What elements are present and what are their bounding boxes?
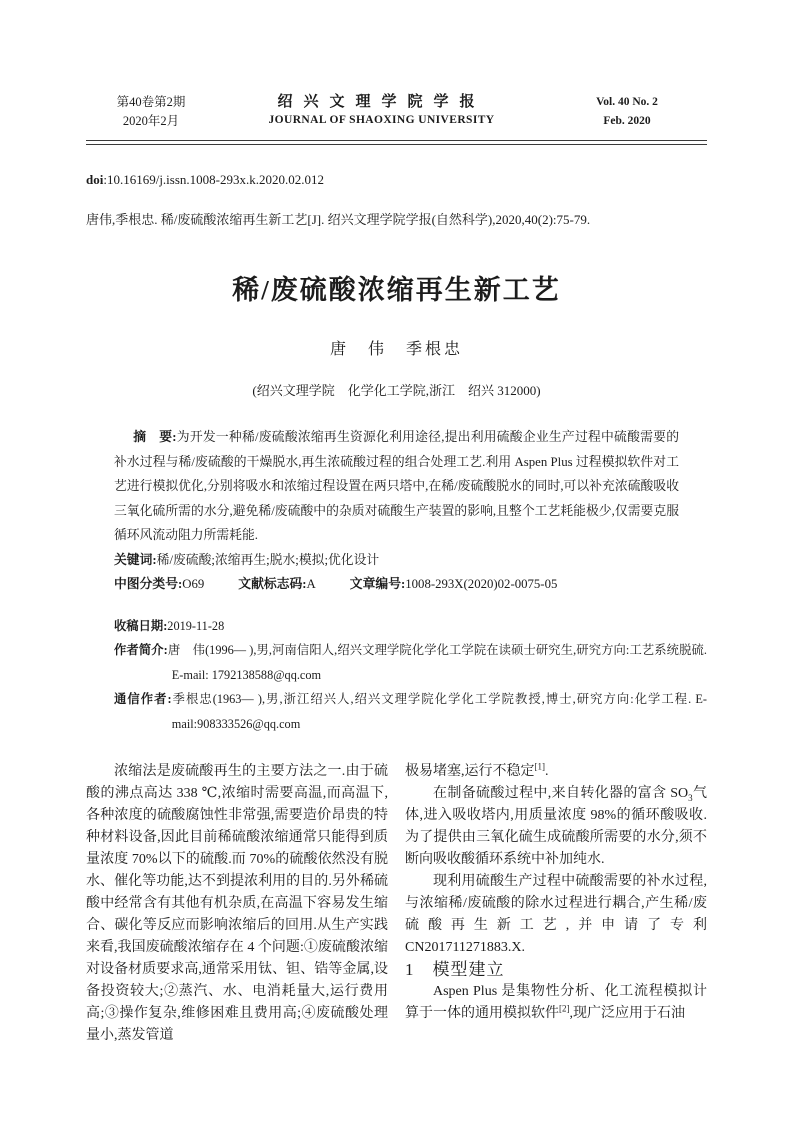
author-bio-text: 唐 伟(1996— ),男,河南信阳人,绍兴文理学院化学化工学院在读硕士研究生,研究方向:工艺系统脱硫. E-mail: 1792138588@qq.com bbox=[167, 643, 707, 682]
doc-code-value: A bbox=[306, 577, 316, 591]
issue-volume: 第40卷第2期 bbox=[116, 95, 186, 109]
received-label: 收稿日期: bbox=[114, 618, 168, 633]
left-column bbox=[86, 761, 388, 1047]
doc-code-label: 文献标志码: bbox=[238, 577, 307, 591]
article-id-label: 文章编号: bbox=[349, 577, 406, 591]
body-paragraph-4: Aspen Plus 是集物性分析、化工流程模拟计算于一体的通用模拟软件[2],现广泛应用于石油 bbox=[405, 984, 707, 1021]
body-paragraph-3: 现利用硫酸生产过程中硫酸需要的补水过程,与浓缩稀/废硫酸的除水过程进行耦合,产生稀/废硫酸再生新工艺,并申请了专利CN201711271883.X. bbox=[405, 874, 707, 955]
body-paragraph-2: 在制备硫酸过程中,来自转化器的富含 $SO_3$气体,进入吸收塔内,用质量浓度 98%的循环酸吸收.为了提供由三氧化硫生成硫酸所需要的水分,须不断向吸收酸循环系统中补加纯水. bbox=[405, 786, 708, 867]
abstract-paragraph bbox=[114, 425, 679, 548]
abstract-text: 为开发一种稀/废硫酸浓缩再生资源化利用途径,提出利用硫酸企业生产过程中硫酸需要的补水过程与稀/废硫酸的干燥脱水,再生浓硫酸过程的组合处理工艺.利用 Aspen Plus 过程模拟软件对工艺进行模拟优化,分别将吸水和浓缩过程设置在两只塔中,在稀/废硫酸脱水的同时,可以补充浓硫酸吸收三氧化硫所需的水分,避免稀/废硫酸中的杂质对硫酸生产装置的影响,且整个工艺耗能极少,仅需要克服循环风流动阻力所需耗能. bbox=[114, 430, 679, 542]
volume-number-en: Vol. 40 No. 2 bbox=[596, 96, 658, 108]
journal-name-block bbox=[216, 93, 547, 129]
clc-label: 中图分类号: bbox=[114, 577, 183, 591]
classification-line bbox=[114, 572, 679, 597]
journal-header bbox=[86, 93, 707, 131]
issue-date-cn: 2020年2月 bbox=[122, 114, 180, 128]
clc-value: O69 bbox=[182, 577, 205, 591]
doi-value: :10.16169/j.issn.1008-293x.k.2020.02.012 bbox=[103, 172, 324, 187]
body-columns bbox=[86, 761, 707, 1047]
journal-name-en: JOURNAL OF SHAOXING UNIVERSITY bbox=[268, 114, 495, 126]
abstract-label: 摘 要: bbox=[133, 430, 177, 444]
footnote-block bbox=[114, 614, 707, 737]
body-paragraph-1: 浓缩法是废硫酸再生的主要方法之一.由于硫酸的沸点高达 338 ℃,浓缩时需要高温,而高温下,各种浓度的硫酸腐蚀性非常强,需要造价昂贵的特种材料设备,因此目前稀硫酸浓缩通常只能得到质量浓度 70%以下的硫酸.而 70%的硫酸依然没有脱水、催化等功能,达不到提浓利用的目的.另外稀硫酸中经常含有其他有机杂质,在高温下容易发生缩合、碳化等反应而影响浓缩后的回用.从生产实践来看,我国废硫酸浓缩存在 4 个问题:①废硫酸浓缩对设备材质要求高,通常采用钛、钽、锆等金属,设备投资较大;②蒸汽、水、电消耗量大,运行费用高;③操作复杂,维修困难且费用高;④废硫酸处理量小,蒸发管道 bbox=[86, 764, 388, 1043]
keywords-label: 关键词: bbox=[114, 552, 157, 567]
section-1-heading: 1 模型建立 bbox=[405, 960, 505, 979]
corresponding-author-label: 通信作者: bbox=[114, 692, 172, 706]
right-column bbox=[405, 761, 707, 1047]
keywords-line bbox=[114, 548, 679, 573]
affiliation: (绍兴文理学院 化学化工学院,浙江 绍兴 312000) bbox=[252, 383, 541, 398]
corresponding-author-text: 季根忠(1963— ),男,浙江绍兴人,绍兴文理学院化学化工学院教授,博士,研究方向:化学工程. E-mail:908333526@qq.com bbox=[171, 692, 707, 731]
author-bio-line bbox=[114, 638, 707, 687]
volume-info-en bbox=[547, 93, 707, 131]
received-value: 2019-11-28 bbox=[167, 618, 225, 633]
article-title: 稀/废硫酸浓缩再生新工艺 bbox=[232, 275, 561, 305]
doi-line bbox=[86, 172, 707, 188]
keywords-text: 稀/废硫酸;浓缩再生;脱水;模拟;优化设计 bbox=[156, 552, 380, 567]
issue-info bbox=[86, 93, 216, 131]
issue-date-en: Feb. 2020 bbox=[603, 115, 651, 127]
author-bio-label: 作者简介: bbox=[114, 643, 168, 657]
header-divider bbox=[86, 140, 707, 145]
journal-name-cn: 绍兴文理学院学报 bbox=[277, 94, 486, 110]
abstract-block bbox=[114, 425, 679, 597]
received-date-line bbox=[114, 614, 707, 639]
corresponding-author-line bbox=[114, 687, 707, 736]
citation-line: 唐伟,季根忠. 稀/废硫酸浓缩再生新工艺[J]. 绍兴文理学院学报(自然科学),2020,40(2):75-79. bbox=[86, 212, 591, 227]
body-paragraph-1-continuation: 极易堵塞,运行不稳定[1]. bbox=[405, 761, 549, 779]
author-names: 唐 伟 季根忠 bbox=[329, 341, 463, 358]
doi-label: doi bbox=[86, 172, 104, 187]
article-id-value: 1008-293X(2020)02-0075-05 bbox=[405, 577, 558, 591]
